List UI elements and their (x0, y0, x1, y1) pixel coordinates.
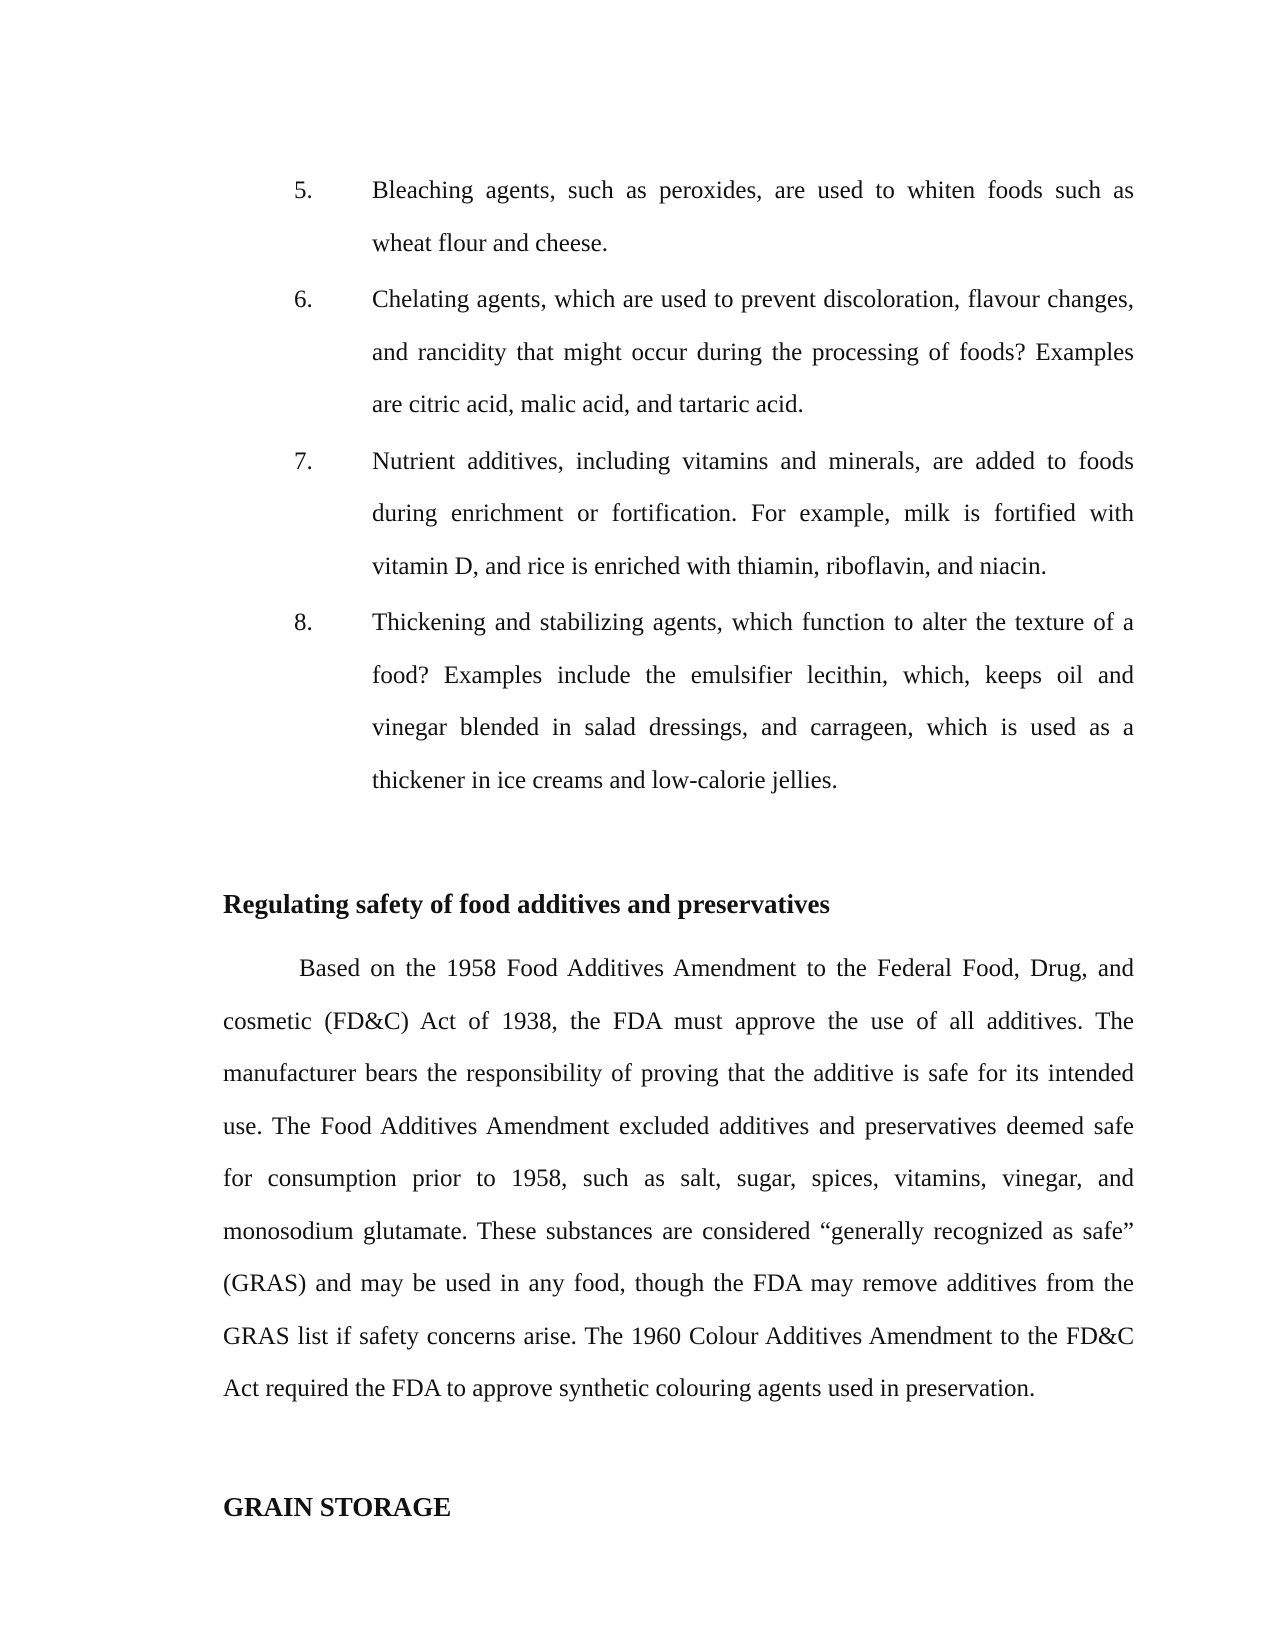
list-item (294, 597, 1134, 807)
regulating-paragraph: Based on the 1958 Food Additives Amendment to the Federal Food, Drug, and cosmetic (FD&C) Act of 1938, the FDA must approve the use of all additives. The manufacturer bears the responsibility of proving that the additive is safe for its intended use. The Food Additives Amendment excluded additives and preservatives deemed safe for consumption prior to 1958, such as salt, sugar, spices, vitamins, vinegar, and monosodium glutamate. These substances are considered “generally recognized as safe” (GRAS) and may be used in any food, though the FDA may remove additives from the GRAS list if safety concerns arise. The 1960 Colour Additives Amendment to the FD&C Act required the FDA to approve synthetic colouring agents used in preservation. (223, 955, 1134, 1402)
list-item-number: 5. (294, 177, 313, 204)
section-heading-regulating: Regulating safety of food additives and preservatives (223, 889, 830, 919)
list-item (294, 274, 1134, 432)
list-item (294, 165, 1134, 270)
list-item-number: 8. (294, 609, 313, 636)
list-item-number: 6. (294, 286, 313, 313)
list-item-text: Thickening and stabilizing agents, which function to alter the texture of a food? Examples include the emulsifier lecithin, which, keeps oil and vinegar blended in salad dressings, and carrageen, which is used as a thickener in ice creams and low-calorie jellies. (372, 609, 1134, 794)
list-item (294, 436, 1134, 594)
list-item-text: Chelating agents, which are used to prevent discoloration, flavour changes, and rancidity that might occur during the processing of foods? Examples are citric acid, malic acid, and tartaric acid. (372, 286, 1134, 418)
list-item-text: Nutrient additives, including vitamins and minerals, are added to foods during enrichment or fortification. For example, milk is fortified with vitamin D, and rice is enriched with thiamin, riboflavin, and niacin. (372, 447, 1134, 580)
additives-list (294, 165, 1134, 811)
list-item-number: 7. (294, 447, 313, 475)
list-item-text: Bleaching agents, such as peroxides, are used to whiten foods such as wheat flour and cheese. (372, 177, 1134, 257)
section-heading-grain-storage: GRAIN STORAGE (223, 1492, 452, 1522)
